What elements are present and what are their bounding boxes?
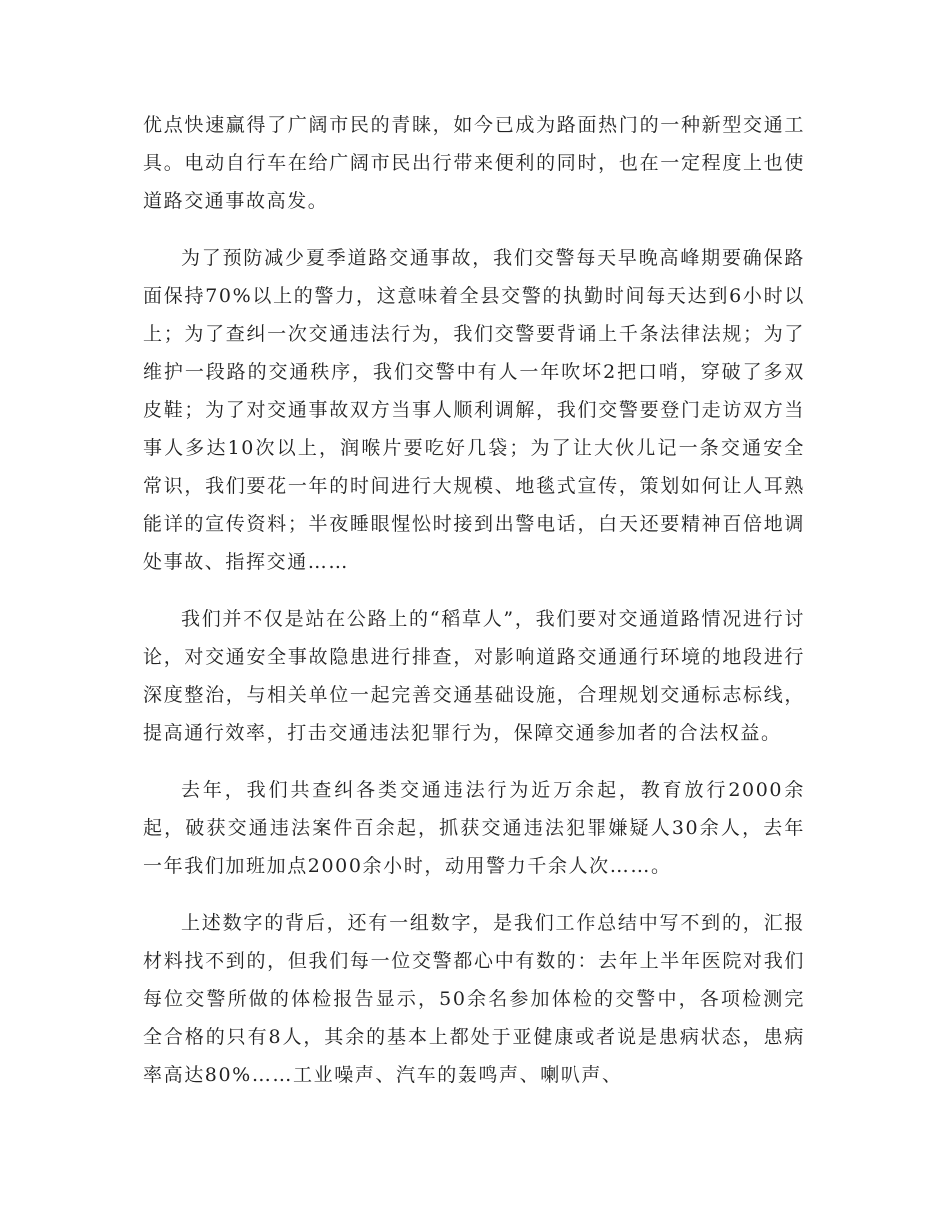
paragraph-1: 优点快速赢得了广阔市民的青睐，如今已成为路面热门的一种新型交通工具。电动自行车在给广阔市民出行带来便利的同时，也在一定程度上也使道路交通事故高发。 — [143, 114, 805, 212]
paragraph-2: 为了预防减少夏季道路交通事故，我们交警每天早晚高峰期要确保路面保持70%以上的警力，这意味着全县交警的执勤时间每天达到6小时以上；为了查纠一次交通违法行为，我们交警要背诵上千条法律法规；为了维护一段路的交通秩序，我们交警中有人一年吹坏2把口哨，穿破了多双皮鞋；为了对交通事故双方当事人顺利调解，我们交警要登门走访双方当事人多达10次以上，润喉片要吃好几袋；为了让大伙儿记一条交通安全常识，我们要花一年的时间进行大规模、地毯式宣传，策划如何让人耳熟能详的宣传资料；半夜睡眼惺忪时接到出警电话，白天还要精神百倍地调处事故、指挥交通…… — [143, 247, 805, 573]
document-body — [143, 106, 805, 1113]
paragraph-5: 上述数字的背后，还有一组数字，是我们工作总结中写不到的，汇报材料找不到的，但我们每一位交警都心中有数的：去年上半年医院对我们每位交警所做的体检报告显示，50余名参加体检的交警中，各项检测完全合格的只有8人，其余的基本上都处于亚健康或者说是患病状态，患病率高达80%……工业噪声、汽车的轰鸣声、喇叭声、 — [143, 912, 805, 1086]
paragraph-3: 我们并不仅是站在公路上的“稻草人”，我们要对交通道路情况进行讨论，对交通安全事故隐患进行排查，对影响道路交通通行环境的地段进行深度整治，与相关单位一起完善交通基础设施，合理规划交通标志标线，提高通行效率，打击交通违法犯罪行为，保障交通参加者的合法权益。 — [143, 608, 805, 744]
paragraph-4: 去年，我们共查纠各类交通违法行为近万余起，教育放行2000余起，破获交通违法案件百余起，抓获交通违法犯罪嫌疑人30余人，去年一年我们加班加点2000余小时，动用警力千余人次……。 — [143, 779, 805, 877]
